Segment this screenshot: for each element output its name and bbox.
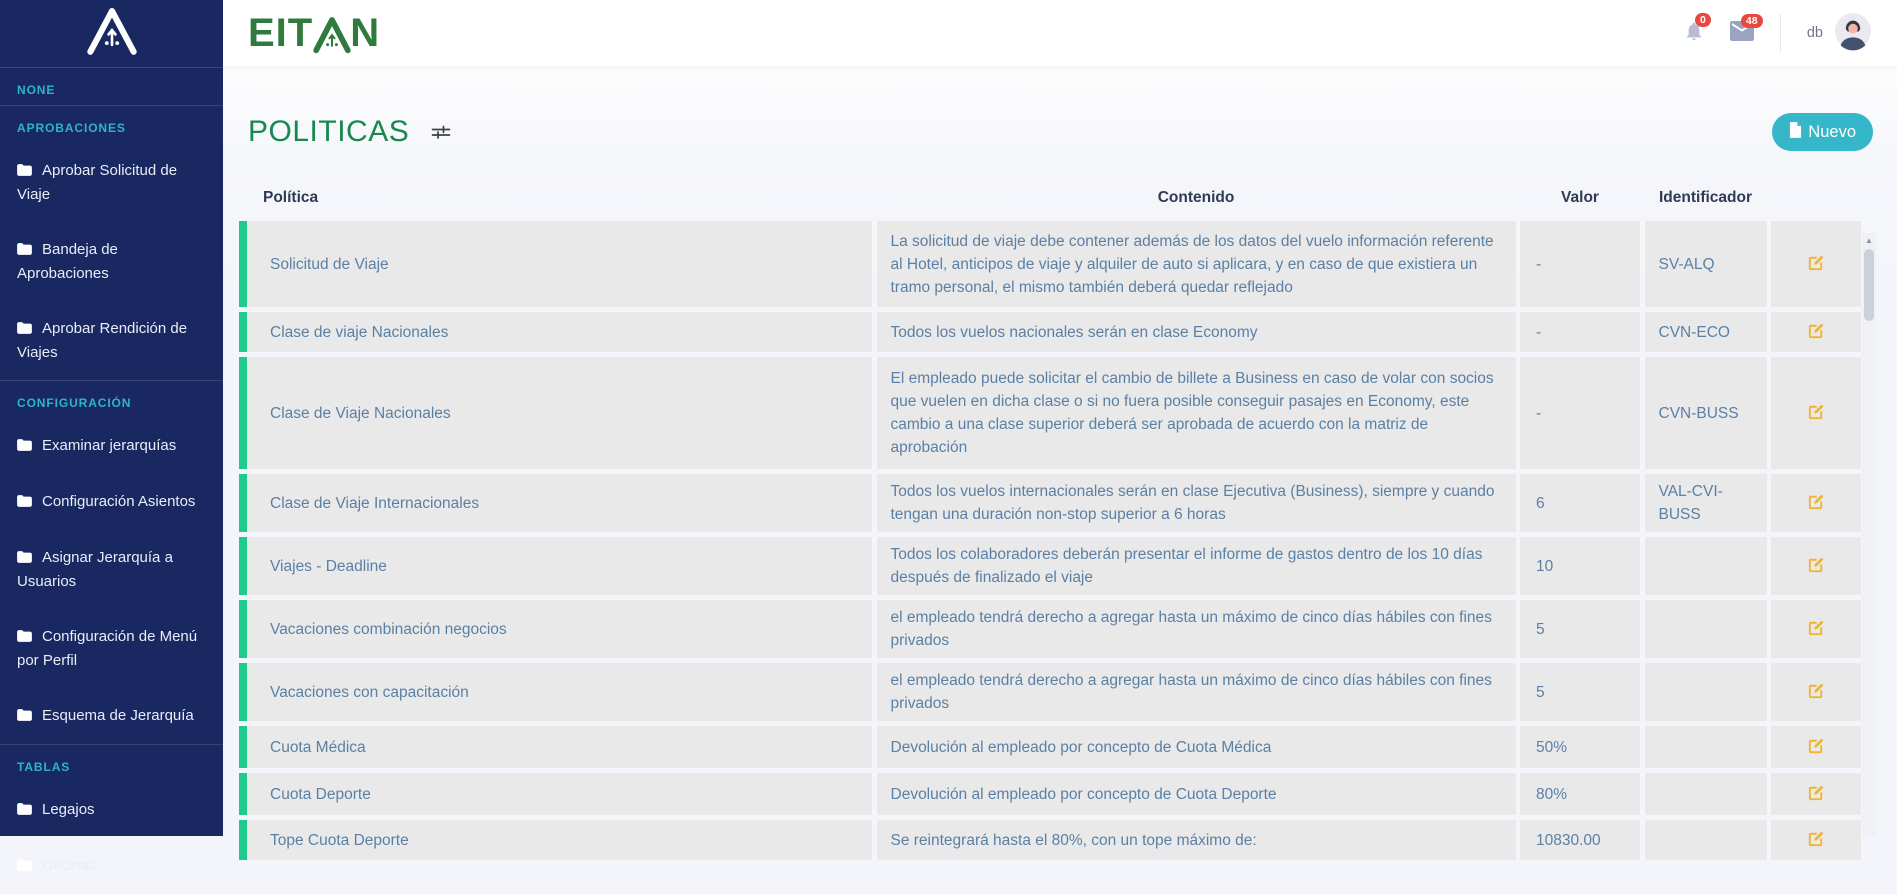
politica-cell xyxy=(239,537,872,595)
sidebar-item-label: Bandeja de Aprobaciones xyxy=(17,241,118,282)
valor-cell xyxy=(1520,820,1640,860)
contenido-cell xyxy=(877,221,1516,307)
valor-cell xyxy=(1520,600,1640,658)
politica-cell xyxy=(239,726,872,768)
contenido-cell xyxy=(877,600,1516,658)
valor-cell xyxy=(1520,537,1640,595)
politica-cell-text: Viajes - Deadline xyxy=(270,557,387,575)
mail-icon xyxy=(1730,28,1754,45)
valor-cell-text: 5 xyxy=(1536,620,1545,638)
identificador-cell xyxy=(1645,600,1767,658)
valor-cell xyxy=(1520,726,1640,768)
contenido-cell-text: La solicitud de viaje debe contener además de los datos del vuelo información referente al Hotel, anticipos de viaje y alquiler de auto si aplicara, y en caso de que existiera un tramo personal, el mismo también deberá quedar reflejado xyxy=(890,232,1494,296)
politica-cell-text: Clase de Viaje Nacionales xyxy=(270,404,451,422)
politica-cell-text: Vacaciones con capacitación xyxy=(270,683,469,701)
edit-pencil-icon xyxy=(1807,836,1826,851)
new-button-label: Nuevo xyxy=(1808,122,1856,141)
edit-pencil-icon xyxy=(1807,260,1826,275)
edit-row-button[interactable] xyxy=(1805,490,1828,516)
edit-row-button[interactable] xyxy=(1805,251,1828,277)
contenido-cell xyxy=(877,820,1516,860)
valor-cell xyxy=(1520,474,1640,532)
politica-cell xyxy=(239,312,872,352)
edit-pencil-icon xyxy=(1807,688,1826,703)
sidebar-item-legajos[interactable] xyxy=(0,782,223,838)
edit-row-button[interactable] xyxy=(1805,400,1828,426)
politica-cell-text: Clase de Viaje Internacionales xyxy=(270,494,480,512)
edit-pencil-icon xyxy=(1807,625,1826,640)
edit-cell xyxy=(1771,820,1861,860)
valor-cell-text: - xyxy=(1536,404,1542,422)
politica-cell-text: Cuota Deporte xyxy=(270,785,371,803)
table-row xyxy=(239,820,1861,860)
edit-pencil-icon xyxy=(1807,328,1826,343)
main-area xyxy=(223,0,1897,849)
sidebar-item-aprobar-solicitud-de-viaje[interactable] xyxy=(0,143,223,222)
sidebar-item-label: Examinar jerarquías xyxy=(42,437,177,454)
edit-row-button[interactable] xyxy=(1805,734,1828,760)
sidebar-item-label: Asignar Jerarquía a Usuarios xyxy=(17,549,173,590)
valor-cell-text: 5 xyxy=(1536,683,1545,701)
sidebar-section-tablas xyxy=(0,744,223,894)
contenido-cell-text: El empleado puede solicitar el cambio de billete a Business en caso de volar con socios que vuelen en dicha clase o si no fuera posible conseguir pasajes en Economy, este cambio a una clase superior deberá ser aprobada de acuerdo con la matriz de aprobación xyxy=(890,370,1494,456)
valor-cell-text: 50% xyxy=(1536,738,1568,756)
table-row xyxy=(239,221,1861,307)
identificador-cell xyxy=(1645,663,1767,721)
valor-cell-text: 10 xyxy=(1536,557,1554,575)
edit-pencil-icon xyxy=(1807,499,1826,514)
sidebar-item-oficinas[interactable] xyxy=(0,838,223,894)
edit-cell xyxy=(1771,474,1861,532)
edit-cell xyxy=(1771,773,1861,815)
table-row xyxy=(239,663,1861,721)
edit-row-button[interactable] xyxy=(1805,679,1828,705)
edit-pencil-icon xyxy=(1807,562,1826,577)
edit-row-button[interactable] xyxy=(1805,553,1828,579)
identificador-cell xyxy=(1645,820,1767,860)
table-header-row xyxy=(239,189,1861,207)
sidebar-item-aprobar-rendicion-de-viajes[interactable] xyxy=(0,301,223,380)
identificador-cell-text: VAL-CVI-BUSS xyxy=(1658,483,1723,523)
politica-cell-text: Cuota Médica xyxy=(270,738,366,756)
sidebar-item-configuracion-de-menu-por-perfil[interactable] xyxy=(0,609,223,688)
contenido-cell-text: Devolución al empleado por concepto de Cuota Deporte xyxy=(890,785,1277,803)
edit-cell xyxy=(1771,221,1861,307)
contenido-cell xyxy=(877,537,1516,595)
table-body xyxy=(239,221,1861,860)
column-header-contenido: Contenido xyxy=(1157,189,1235,206)
column-header-identificador: Identificador xyxy=(1658,189,1752,206)
sidebar-item-label: Legajos xyxy=(42,801,95,818)
contenido-cell-text: Se reintegrará hasta el 80%, con un tope máximo de: xyxy=(890,831,1257,849)
brand-text-prefix: EIT xyxy=(248,11,314,55)
identificador-cell-text: CVN-BUSS xyxy=(1658,404,1739,422)
folder-icon xyxy=(17,435,32,458)
edit-pencil-icon xyxy=(1807,790,1826,805)
folder-icon xyxy=(17,799,32,822)
sidebar-item-label: Aprobar Rendición de Viajes xyxy=(17,320,188,361)
folder-icon xyxy=(17,705,32,728)
contenido-cell xyxy=(877,726,1516,768)
sidebar xyxy=(0,0,223,874)
avatar xyxy=(1835,13,1871,54)
edit-row-button[interactable] xyxy=(1805,781,1828,807)
edit-row-button[interactable] xyxy=(1805,827,1828,853)
contenido-cell-text: el empleado tendrá derecho a agregar hasta un máximo de cinco días hábiles con fines privados xyxy=(890,609,1492,649)
folder-icon xyxy=(17,318,32,341)
page-header xyxy=(248,111,1873,153)
user-menu[interactable] xyxy=(1807,13,1871,54)
edit-cell xyxy=(1771,663,1861,721)
sidebar-section-aprobaciones xyxy=(0,105,223,380)
valor-cell-text: 6 xyxy=(1536,494,1545,512)
messages-button[interactable] xyxy=(1730,14,1758,46)
table-row xyxy=(239,600,1861,658)
bell-icon xyxy=(1684,29,1704,46)
edit-cell xyxy=(1771,600,1861,658)
identificador-cell xyxy=(1645,726,1767,768)
brand-logo[interactable] xyxy=(248,13,380,53)
sidebar-item-asignar-jerarquia-a-usuarios[interactable] xyxy=(0,530,223,609)
edit-cell xyxy=(1771,357,1861,469)
contenido-cell-text: Todos los vuelos nacionales serán en clase Economy xyxy=(890,323,1258,341)
sidebar-section-title: CONFIGURACIÓN xyxy=(17,396,132,410)
brand-text-suffix: N xyxy=(350,11,381,55)
contenido-cell xyxy=(877,474,1516,532)
valor-cell-text: - xyxy=(1536,323,1542,341)
politica-cell-text: Tope Cuota Deporte xyxy=(270,831,409,849)
politica-cell xyxy=(239,663,872,721)
user-initials: db xyxy=(1806,25,1823,41)
valor-cell xyxy=(1520,663,1640,721)
sidebar-item-configuracion-asientos[interactable] xyxy=(0,474,223,530)
sidebar-section-none xyxy=(0,68,223,105)
sidebar-section-title: TABLAS xyxy=(17,760,71,774)
sidebar-item-examinar-jerarquias[interactable] xyxy=(0,418,223,474)
sidebar-item-label: Configuración Asientos xyxy=(42,493,196,510)
brand-a-icon xyxy=(313,16,351,53)
sidebar-item-bandeja-de-aprobaciones[interactable] xyxy=(0,222,223,301)
valor-cell xyxy=(1520,221,1640,307)
sidebar-logo[interactable] xyxy=(0,0,223,68)
sidebar-section-configuracion xyxy=(0,380,223,744)
folder-icon xyxy=(17,491,32,514)
politica-cell xyxy=(239,820,872,860)
contenido-cell xyxy=(877,312,1516,352)
sidebar-section-title: NONE xyxy=(17,83,56,97)
table-row xyxy=(239,312,1861,352)
company-a-logo-icon xyxy=(86,8,138,59)
page-title: POLITICAS xyxy=(248,115,410,148)
contenido-cell-text: Devolución al empleado por concepto de Cuota Médica xyxy=(890,738,1272,756)
table-row xyxy=(239,537,1861,595)
sidebar-item-esquema-de-jerarquia[interactable] xyxy=(0,688,223,744)
sidebar-item-label: Oficinas xyxy=(42,857,97,874)
edit-pencil-icon xyxy=(1807,743,1826,758)
valor-cell xyxy=(1520,312,1640,352)
edit-row-button[interactable] xyxy=(1805,319,1828,345)
contenido-cell xyxy=(877,773,1516,815)
topbar-divider xyxy=(1780,14,1781,52)
politica-cell xyxy=(239,600,872,658)
policies-table xyxy=(239,189,1861,860)
folder-icon xyxy=(17,239,32,262)
sidebar-section-title: APROBACIONES xyxy=(17,121,126,135)
politica-cell-text: Solicitud de Viaje xyxy=(270,255,389,273)
scrollbar-up-arrow-icon[interactable]: ▲ xyxy=(1865,235,1873,245)
edit-cell xyxy=(1771,537,1861,595)
politica-cell xyxy=(239,773,872,815)
table-row xyxy=(239,357,1861,469)
valor-cell xyxy=(1520,773,1640,815)
identificador-cell xyxy=(1645,474,1767,532)
folder-icon xyxy=(17,626,32,649)
identificador-cell xyxy=(1645,221,1767,307)
topbar xyxy=(223,0,1897,66)
politica-cell-text: Vacaciones combinación negocios xyxy=(270,620,507,638)
identificador-cell-text: SV-ALQ xyxy=(1658,255,1715,273)
contenido-cell-text: Todos los vuelos internacionales serán en clase Ejecutiva (Business), siempre y cuando tengan una duración non-stop superior a 6 horas xyxy=(890,483,1495,523)
column-header-politica: Política xyxy=(263,189,319,206)
valor-cell-text: 80% xyxy=(1536,785,1568,803)
identificador-cell xyxy=(1645,537,1767,595)
edit-cell xyxy=(1771,312,1861,352)
valor-cell-text: 10830.00 xyxy=(1536,831,1601,849)
contenido-cell-text: el empleado tendrá derecho a agregar hasta un máximo de cinco días hábiles con fines privados xyxy=(890,672,1492,712)
valor-cell-text: - xyxy=(1536,255,1542,273)
folder-icon xyxy=(17,855,32,878)
identificador-cell xyxy=(1645,312,1767,352)
contenido-cell xyxy=(877,357,1516,469)
mail-badge: 48 xyxy=(1741,14,1763,29)
new-document-icon xyxy=(1789,122,1802,143)
identificador-cell xyxy=(1645,773,1767,815)
folder-icon xyxy=(17,160,32,183)
edit-row-button[interactable] xyxy=(1805,616,1828,642)
identificador-cell-text: CVN-ECO xyxy=(1658,323,1730,341)
contenido-cell-text: Todos los colaboradores deberán presentar el informe de gastos dentro de los 10 días después de finalizado el viaje xyxy=(890,546,1483,586)
filter-sliders-icon[interactable] xyxy=(431,124,451,146)
edit-pencil-icon xyxy=(1807,409,1826,424)
table-scrollbar[interactable] xyxy=(1862,233,1876,836)
edit-cell xyxy=(1771,726,1861,768)
scrollbar-thumb[interactable] xyxy=(1864,249,1874,321)
sidebar-item-label: Configuración de Menú por Perfil xyxy=(17,628,198,669)
bell-badge: 0 xyxy=(1695,13,1711,28)
politica-cell-text: Clase de viaje Nacionales xyxy=(270,323,449,341)
column-header-valor: Valor xyxy=(1561,189,1599,206)
new-button[interactable] xyxy=(1772,113,1873,151)
valor-cell xyxy=(1520,357,1640,469)
table-row xyxy=(239,726,1861,768)
identificador-cell xyxy=(1645,357,1767,469)
sidebar-nav xyxy=(0,68,223,894)
politica-cell xyxy=(239,474,872,532)
notifications-button[interactable] xyxy=(1684,13,1706,47)
sidebar-item-label: Aprobar Solicitud de Viaje xyxy=(17,162,178,203)
politica-cell xyxy=(239,221,872,307)
contenido-cell xyxy=(877,663,1516,721)
table-row xyxy=(239,474,1861,532)
sidebar-item-label: Esquema de Jerarquía xyxy=(42,707,194,724)
folder-icon xyxy=(17,547,32,570)
politica-cell xyxy=(239,357,872,469)
table-row xyxy=(239,773,1861,815)
